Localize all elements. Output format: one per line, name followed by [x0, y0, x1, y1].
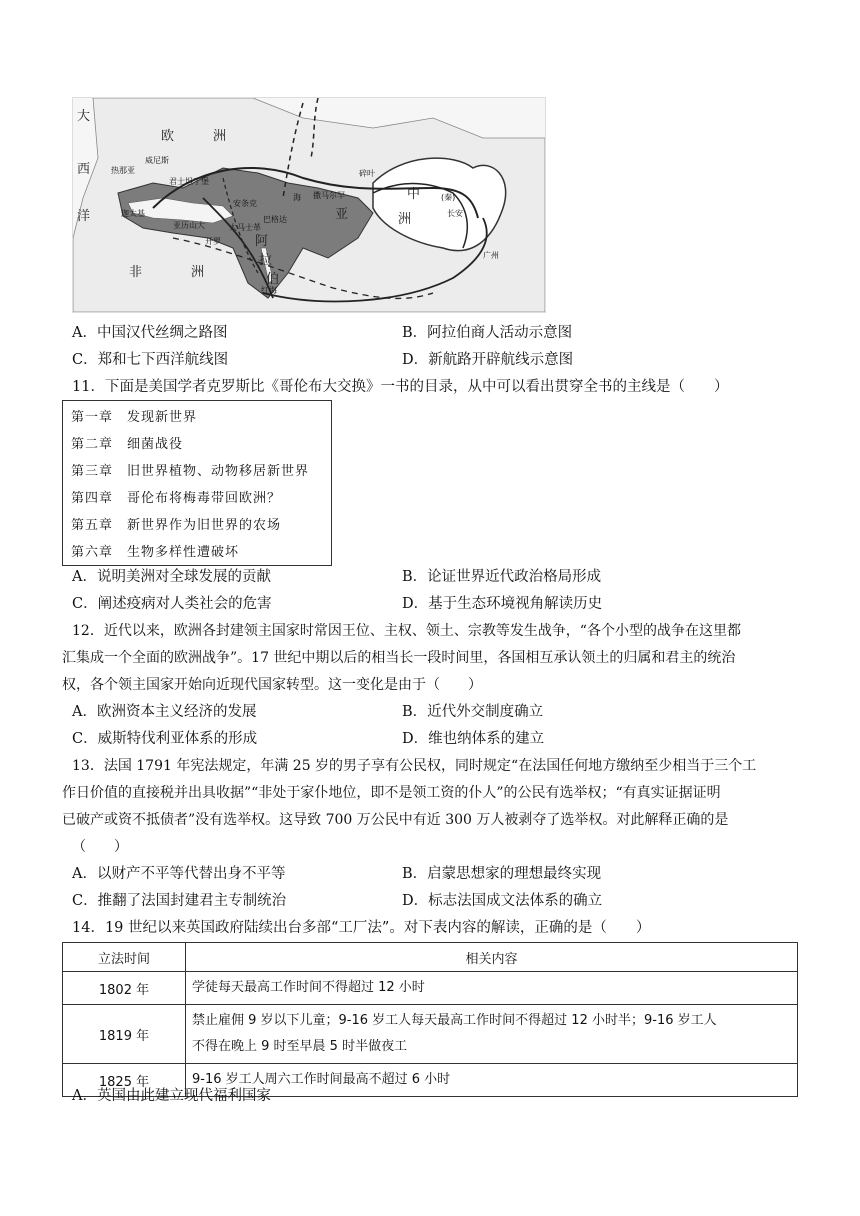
table-cell-content-line: 不得在晚上 9 时至早晨 5 时半做夜工	[192, 1039, 408, 1054]
map-label-baghdad: 巴格达	[263, 215, 287, 224]
option-text: 启蒙思想家的理想最终实现	[427, 866, 602, 882]
map-label-red-sea: 红海	[261, 286, 277, 295]
q10-option-c[interactable]	[72, 350, 228, 370]
option-letter: A．	[72, 325, 97, 341]
option-text: 新航路开辟航线示意图	[428, 352, 574, 368]
option-letter: B．	[402, 325, 428, 341]
map-label-china: 中	[407, 187, 421, 202]
q13-stem-line: 13．法国 1791 年宪法规定，年满 25 岁的男子享有公民权，同时规定“在法国任何地方缴纳至少相当于三个工	[72, 758, 757, 774]
toc-row: 第二章 细菌战役	[71, 437, 184, 452]
q12-stem-line: 汇集成一个全面的欧洲战争”。17 世纪中期以后的相当长一段时间里，各国相互承认领土的归属和君主的统治	[62, 650, 736, 666]
map-label-asia-a: 亚	[335, 207, 349, 222]
q14-option-a[interactable]	[72, 1086, 271, 1106]
map-label-changan: 长安	[447, 209, 463, 218]
q11-option-b[interactable]	[402, 567, 601, 587]
option-text: 维也纳体系的建立	[428, 731, 545, 747]
option-text: 论证世界近代政治格局形成	[427, 569, 602, 585]
option-letter: D．	[402, 596, 429, 612]
q12-option-a[interactable]	[72, 702, 256, 722]
option-letter: A．	[72, 866, 97, 882]
map-label-damascus: 大马士革	[229, 223, 261, 232]
table-header-content: 相关内容	[186, 943, 798, 972]
option-letter: B．	[402, 704, 428, 720]
map-label-atlantic-b: 西	[77, 162, 91, 177]
option-text: 阐述疫病对人类社会的危害	[97, 596, 272, 612]
toc-row: 第三章 旧世界植物、动物移居新世界	[71, 464, 310, 479]
map-label-arab-a: 阿	[255, 234, 269, 249]
option-letter: A．	[72, 569, 97, 585]
table-row	[63, 1005, 798, 1064]
option-letter: C．	[72, 596, 98, 612]
option-letter: B．	[402, 866, 428, 882]
route-map-graphic	[73, 98, 545, 312]
table-cell-content: 9-16 岁工人周六工作时间最高不超过 6 小时	[186, 1064, 798, 1097]
table-header-row	[63, 943, 798, 972]
option-text: 阿拉伯商人活动示意图	[427, 325, 573, 341]
map-label-sea: 海	[293, 193, 301, 202]
option-letter: D．	[402, 352, 429, 368]
option-letter: A．	[72, 704, 97, 720]
map-label-atlantic-c: 洋	[77, 209, 91, 224]
q11-option-d[interactable]	[402, 594, 602, 614]
table-cell-year: 1819 年	[63, 1005, 186, 1064]
map-label-arab-c: 伯	[266, 272, 280, 287]
option-letter: D．	[402, 893, 429, 909]
option-text: 以财产不平等代替出身不平等	[96, 866, 286, 882]
map-label-alexandria: 亚历山大	[173, 221, 205, 230]
q10-option-d[interactable]	[402, 350, 573, 370]
option-text: 英国由此建立现代福利国家	[96, 1088, 271, 1104]
map-label-antioch: 安条克	[233, 199, 257, 208]
option-text: 威斯特伐利亚体系的形成	[97, 731, 258, 747]
option-letter: C．	[72, 352, 98, 368]
table-cell-content	[186, 1005, 798, 1064]
toc-row: 第一章 发现新世界	[71, 410, 198, 425]
q13-stem-line: （ ）	[72, 839, 128, 855]
option-text: 基于生态环境视角解读历史	[428, 596, 603, 612]
option-text: 近代外交制度确立	[427, 704, 544, 720]
option-letter: B．	[402, 569, 428, 585]
table-header-year: 立法时间	[63, 943, 186, 972]
map-label-constantinople: 君士坦丁堡	[169, 177, 209, 186]
option-text: 推翻了法国封建君主专制统治	[97, 893, 287, 909]
q12-option-d[interactable]	[402, 729, 544, 749]
toc-row: 第六章 生物多样性遭破坏	[71, 545, 240, 560]
table-row	[63, 972, 798, 1005]
q13-stem-line: 作日价值的直接税并出具收据”“非处于家仆地位，即不是领工资的仆人”的公民有选举权；“有真实证据证明	[62, 785, 721, 801]
q10-option-a[interactable]	[72, 323, 227, 343]
option-letter: D．	[402, 731, 429, 747]
option-text: 郑和七下西洋航线图	[97, 352, 229, 368]
table-cell-content: 学徒每天最高工作时间不得超过 12 小时	[186, 972, 798, 1005]
q11-option-c[interactable]	[72, 594, 272, 614]
option-letter: C．	[72, 731, 98, 747]
toc-row: 第四章 哥伦布将梅毒带回欧洲？	[71, 491, 282, 506]
map-label-genoa: 热那亚	[111, 166, 135, 175]
q11-option-a[interactable]	[72, 567, 271, 587]
map-label-carthage: 迦太基	[121, 209, 145, 218]
option-text: 标志法国成文法体系的确立	[428, 893, 603, 909]
q12-option-b[interactable]	[402, 702, 543, 722]
table-cell-year: 1802 年	[63, 972, 186, 1005]
map-label-venice: 威尼斯	[145, 156, 169, 165]
q12-stem-line: 权，各个领主国家开始向近现代国家转型。这一变化是由于（ ）	[62, 677, 482, 693]
q13-option-d[interactable]	[402, 891, 602, 911]
q13-option-a[interactable]	[72, 864, 285, 884]
option-text: 欧洲资本主义经济的发展	[96, 704, 257, 720]
map-label-suiye: 碎叶	[359, 169, 375, 178]
q11-stem: 11．下面是美国学者克罗斯比《哥伦布大交换》一书的目录，从中可以看出贯穿全书的主线是（ ）	[72, 379, 729, 395]
map-label-atlantic-a: 大	[77, 109, 91, 124]
factory-act-table	[62, 942, 798, 1097]
map-label-asia-b: 洲	[398, 212, 412, 227]
q14-stem: 14．19 世纪以来英国政府陆续出台多部“工厂法”。对下表内容的解读，正确的是（ ）	[72, 920, 651, 936]
q12-option-c[interactable]	[72, 729, 257, 749]
map-label-africa-a: 非	[129, 265, 143, 280]
option-letter: C．	[72, 893, 98, 909]
map-label-samarkand: 撒马尔罕	[313, 191, 345, 200]
q13-stem-line: 已破产或资不抵债者”没有选举权。这导致 700 万公民中有近 300 万人被剥夺了选举权。对此解释正确的是	[62, 812, 729, 828]
book-contents-box	[62, 400, 332, 566]
option-text: 说明美洲对全球发展的贡献	[96, 569, 271, 585]
q12-stem-line: 12．近代以来，欧洲各封建领主国家时常因王位、主权、领土、宗教等发生战争，“各个小型的战争在这里都	[72, 623, 741, 639]
map-label-europe-b: 洲	[213, 129, 227, 144]
map-label-guangzhou: 广州	[483, 251, 499, 260]
toc-row: 第五章 新世界作为旧世界的农场	[71, 518, 282, 533]
map-label-africa-b: 洲	[191, 265, 205, 280]
map-label-arab-b: 拉	[259, 253, 273, 268]
map-label-europe-a: 欧	[161, 129, 175, 144]
table-cell-year: 1825 年	[63, 1064, 186, 1097]
option-text: 中国汉代丝绸之路图	[96, 325, 228, 341]
q13-option-c[interactable]	[72, 891, 286, 911]
map-label-cairo: 开罗	[205, 237, 221, 246]
q13-option-b[interactable]	[402, 864, 601, 884]
map-label-qin: (秦)	[441, 193, 456, 202]
route-map	[72, 97, 546, 313]
q10-option-b[interactable]	[402, 323, 572, 343]
option-letter: A．	[72, 1088, 97, 1104]
table-cell-content-line: 禁止雇佣 9 岁以下儿童；9-16 岁工人每天最高工作时间不得超过 12 小时半；9-16 岁工人	[192, 1013, 717, 1028]
